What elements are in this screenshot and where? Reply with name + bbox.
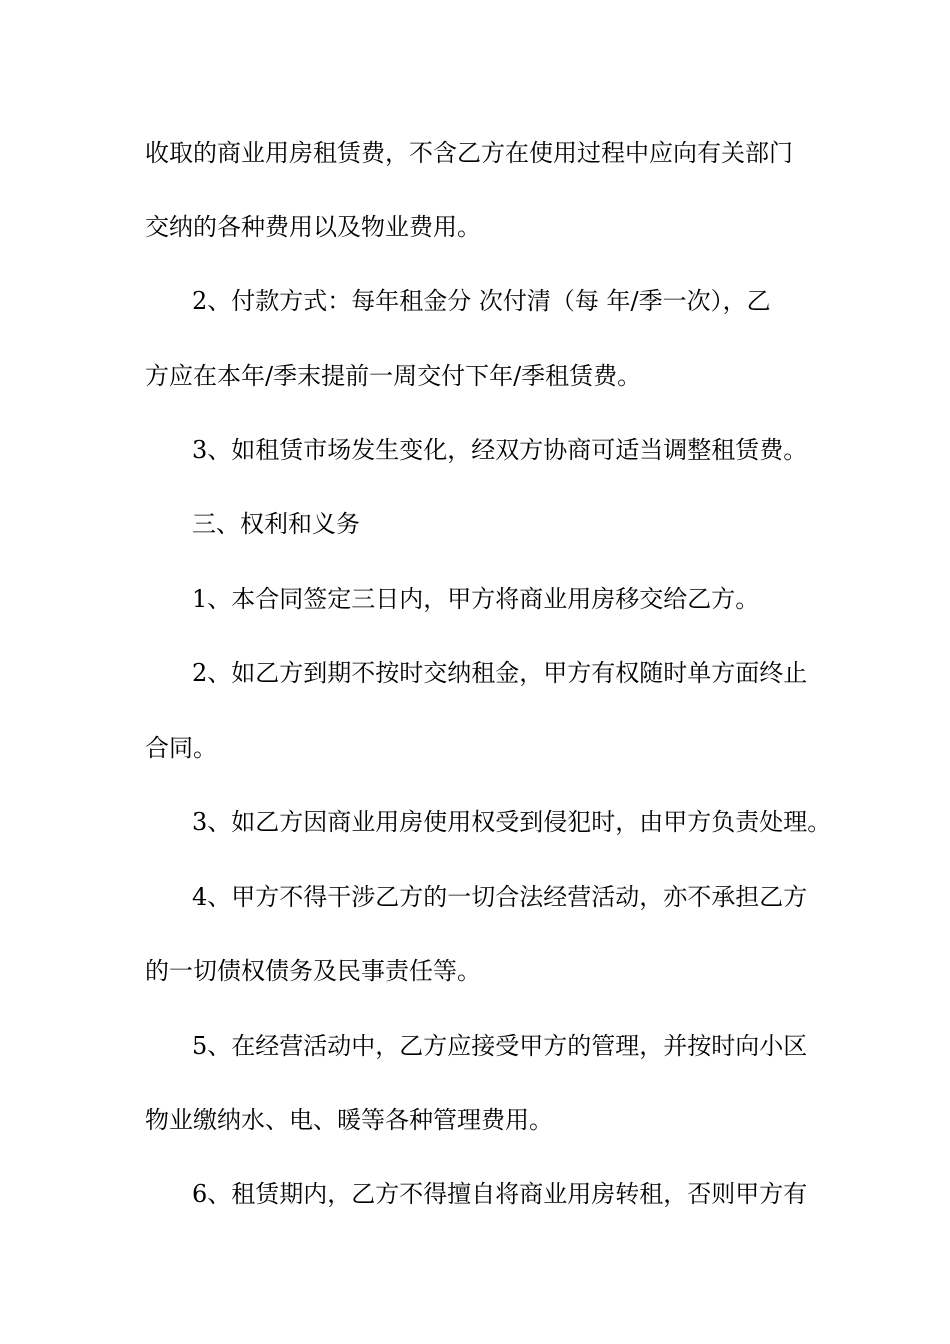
text-line: 2、付款方式：每年租金分 次付清（每 年/季一次），乙 bbox=[192, 287, 771, 315]
text-line: 方应在本年/季末提前一周交付下年/季租赁费。 bbox=[145, 362, 642, 390]
text-line: 交纳的各种费用以及物业费用。 bbox=[145, 213, 481, 241]
text-line: 3、如乙方因商业用房使用权受到侵犯时，由甲方负责处理。 bbox=[192, 808, 832, 836]
section-heading: 三、权利和义务 bbox=[192, 510, 360, 538]
text-line: 5、在经营活动中，乙方应接受甲方的管理，并按时向小区 bbox=[192, 1032, 808, 1060]
text-line: 6、租赁期内，乙方不得擅自将商业用房转租，否则甲方有 bbox=[192, 1180, 808, 1208]
text-line: 2、如乙方到期不按时交纳租金，甲方有权随时单方面终止 bbox=[192, 659, 808, 687]
text-line: 合同。 bbox=[145, 734, 217, 762]
text-line: 4、甲方不得干涉乙方的一切合法经营活动，亦不承担乙方 bbox=[192, 883, 808, 911]
text-line: 3、如租赁市场发生变化，经双方协商可适当调整租赁费。 bbox=[192, 436, 808, 464]
text-line: 收取的商业用房租赁费，不含乙方在使用过程中应向有关部门 bbox=[145, 139, 793, 167]
text-line: 1、本合同签定三日内，甲方将商业用房移交给乙方。 bbox=[192, 585, 760, 613]
text-line: 物业缴纳水、电、暖等各种管理费用。 bbox=[145, 1106, 553, 1134]
text-line: 的一切债权债务及民事责任等。 bbox=[145, 957, 481, 985]
